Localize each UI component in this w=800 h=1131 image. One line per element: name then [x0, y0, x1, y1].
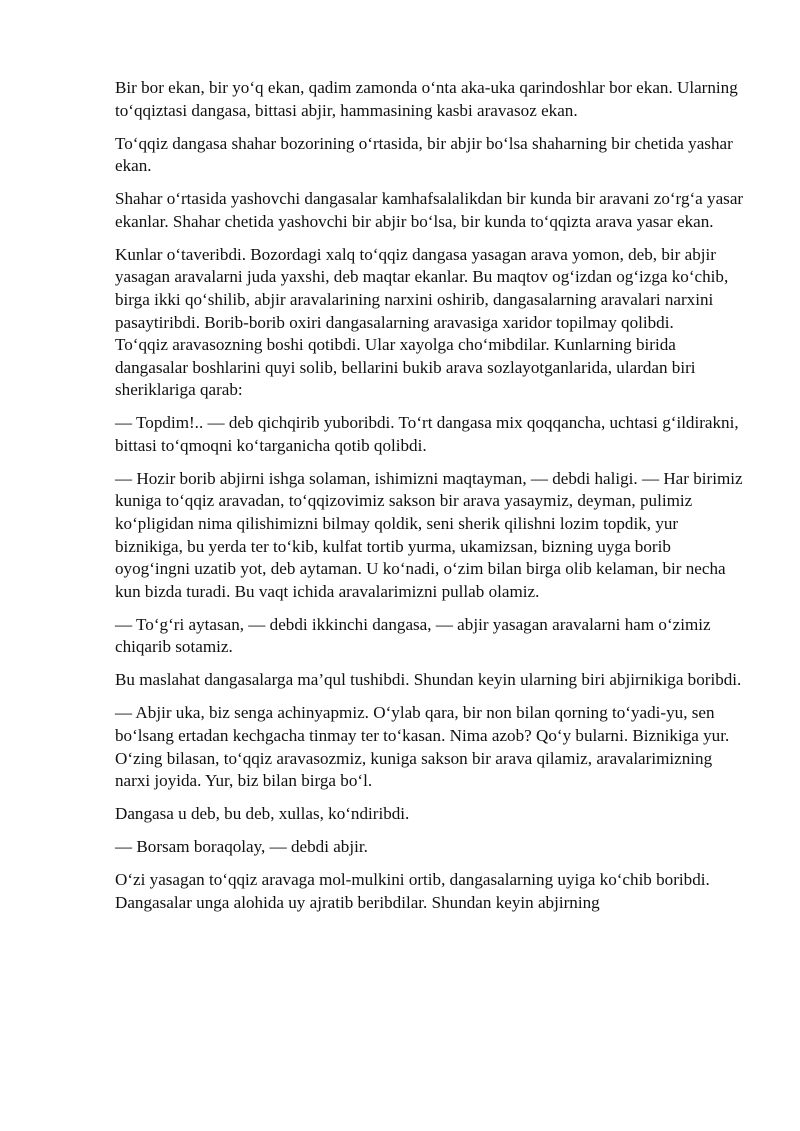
paragraph-12: — Borsam boraqolay, — debdi abjir.	[115, 837, 368, 857]
paragraph-9: Bu maslahat dangasalarga ma’qul tushibdi. Shundan keyin ularning biri abjirnikiga boribdi.	[115, 670, 742, 690]
paragraph-10: — Abjir uka, biz senga achinyapmiz. O‘ylab qara, bir non bilan qorning to‘yadi-yu, sen bo‘lsang ertadan kechgacha tinmay ter to‘kasan. Nima azob? Qo‘y bularni. Biznikiga yur. O‘zing bilasan, to‘qqiz aravasozmiz, kuniga sakson bir arava qilamiz, aravalarimizning narxi joyida. Yur, biz bilan birga bo‘l.	[115, 703, 730, 791]
paragraph-1: Bir bor ekan, bir yo‘q ekan, qadim zamonda o‘nta aka-uka qarindoshlar bor ekan. Ularning to‘qqiztasi dangasa, bittasi abjir, hammasining kasbi aravasoz ekan.	[115, 78, 738, 120]
paragraph-11: Dangasa u deb, bu deb, xullas, ko‘ndiribdi.	[115, 804, 410, 824]
paragraph-6: — Topdim!.. — deb qichqirib yuboribdi. To‘rt dangasa mix qoqqancha, uchtasi g‘ildirakni, bittasi to‘qmoqni ko‘targanicha qotib qolibdi.	[115, 413, 739, 455]
paragraph-5: To‘qqiz aravasozning boshi qotibdi. Ular xayolga cho‘mibdilar. Kunlarning birida dangasalar boshlarini quyi solib, bellarini bukib arava sozlayotganlarida, ulardan biri sheriklariga qarab:	[115, 335, 696, 400]
story-text	[115, 77, 747, 925]
paragraph-3: Shahar o‘rtasida yashovchi dangasalar kamhafsalalikdan bir kunda bir aravani zo‘rg‘a yasar ekanlar. Shahar chetida yashovchi bir abjir bo‘lsa, bir kunda to‘qqizta arava yasar ekan.	[115, 189, 744, 231]
paragraph-2: To‘qqiz dangasa shahar bozorining o‘rtasida, bir abjir bo‘lsa shaharning bir chetida yashar ekan.	[115, 133, 733, 176]
paragraph-8: — To‘g‘ri aytasan, — debdi ikkinchi dangasa, — abjir yasagan aravalarni ham o‘zimiz chiqarib sotamiz.	[115, 614, 711, 657]
paragraph-13: O‘zi yasagan to‘qqiz aravaga mol-mulkini ortib, dangasalarning uyiga ko‘chib boribdi. Dangasalar unga alohida uy ajratib beribdilar. Shundan keyin abjirning	[115, 870, 710, 912]
paragraph-4: Kunlar o‘taveribdi. Bozordagi xalq to‘qqiz dangasa yasagan arava yomon, deb, bir abjir yasagan aravalarni juda yaxshi, deb maqtar ekanlar. Bu maqtov og‘izdan og‘izga ko‘chib, birga ikki qo‘shilib, abjir aravalarining narxini oshirib, dangasalarning aravalari narxini pasaytiribdi. Borib-borib oxiri dangasalarning aravasiga xaridor topilmay qolibdi.	[115, 244, 729, 332]
paragraph-7: — Hozir borib abjirni ishga solaman, ishimizni maqtayman, — debdi haligi. — Har birimiz kuniga to‘qqiz aravadan, to‘qqizovimiz sakson bir arava yasaymiz, deyman, pulimiz ko‘pligidan nima qilishimizni bilmay qoldik, seni sherik qilishni lozim topdik, yur biznikiga, bu yerda ter to‘kib, kulfat tortib yurma, ukamizsan, bizning uyga borib oyog‘ingni uzatib yot, deb aytaman. U ko‘nadi, o‘zim bilan birga olib kelaman, bir necha kun bizda turadi. Bu vaqt ichida aravalarimizni pullab olamiz.	[115, 468, 743, 601]
